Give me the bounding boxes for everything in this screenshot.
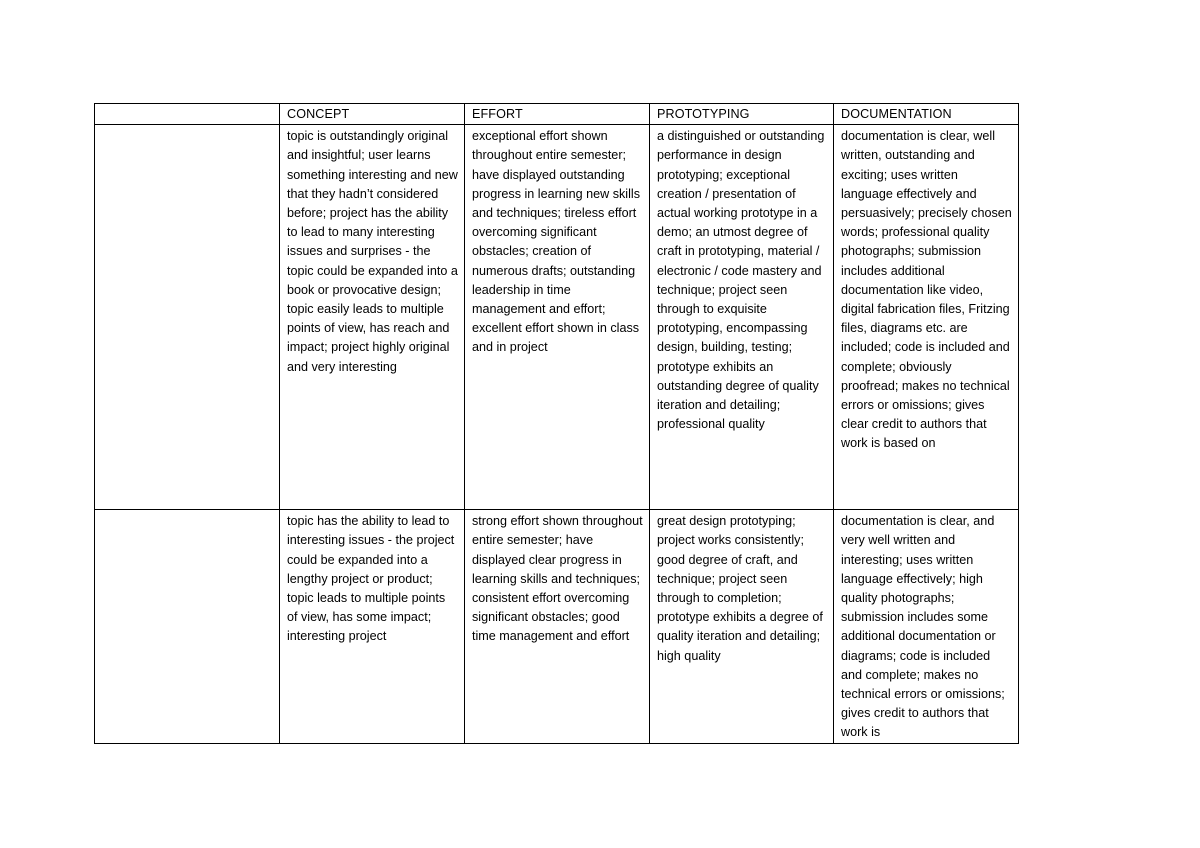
concept-cell: topic is outstandingly original and insightful; user learns something interesting and new that they hadn’t considered before; project has the ability to lead to many interesting issues and surprises - the topic could be expanded into a book or provocative design; topic easily leads to multiple points of view, has reach and impact; project highly original and very interesting xyxy=(280,125,465,510)
documentation-cell: documentation is clear, well written, outstanding and exciting; uses written language effectively and persuasively; precisely chosen words; professional quality photographs; submission includes additional documentation like video, digital fabrication files, Fritzing files, diagrams etc. are included; code is included and complete; obviously proofread; makes no technical errors or omissions; gives clear credit to authors that work is based on xyxy=(834,125,1019,510)
header-cell-documentation: DOCUMENTATION xyxy=(834,104,1019,125)
header-cell-concept: CONCEPT xyxy=(280,104,465,125)
rubric-table xyxy=(94,103,1019,744)
header-cell-prototyping: PROTOTYPING xyxy=(650,104,834,125)
effort-cell: strong effort shown throughout entire semester; have displayed clear progress in learning skills and techniques; consistent effort overcoming significant obstacles; good time management and effort xyxy=(465,510,650,743)
table-header-row xyxy=(95,104,1019,125)
prototyping-cell: a distinguished or outstanding performance in design prototyping; exceptional creation / presentation of actual working prototype in a demo; an utmost degree of craft in prototyping, material / electronic / code mastery and technique; project seen through to exquisite prototyping, encompassing design, building, testing; prototype exhibits an outstanding degree of quality iteration and detailing; professional quality xyxy=(650,125,834,510)
header-cell-empty xyxy=(95,104,280,125)
row-label-cell xyxy=(95,125,280,510)
concept-cell: topic has the ability to lead to interesting issues - the project could be expanded into a lengthy project or product; topic leads to multiple points of view, has some impact; interesting project xyxy=(280,510,465,743)
table-row xyxy=(95,125,1019,510)
effort-cell: exceptional effort shown throughout entire semester; have displayed outstanding progress in learning new skills and techniques; tireless effort overcoming significant obstacles; creation of numerous drafts; outstanding leadership in time management and effort; excellent effort shown in class and in project xyxy=(465,125,650,510)
prototyping-cell: great design prototyping; project works consistently; good degree of craft, and technique; project seen through to completion; prototype exhibits a degree of quality iteration and detailing; high quality xyxy=(650,510,834,743)
table-row xyxy=(95,510,1019,743)
row-label-cell xyxy=(95,510,280,743)
header-cell-effort: EFFORT xyxy=(465,104,650,125)
documentation-cell: documentation is clear, and very well written and interesting; uses written language effectively; high quality photographs; submission includes some additional documentation or diagrams; code is included and complete; makes no technical errors or omissions; gives credit to authors that work is xyxy=(834,510,1019,743)
